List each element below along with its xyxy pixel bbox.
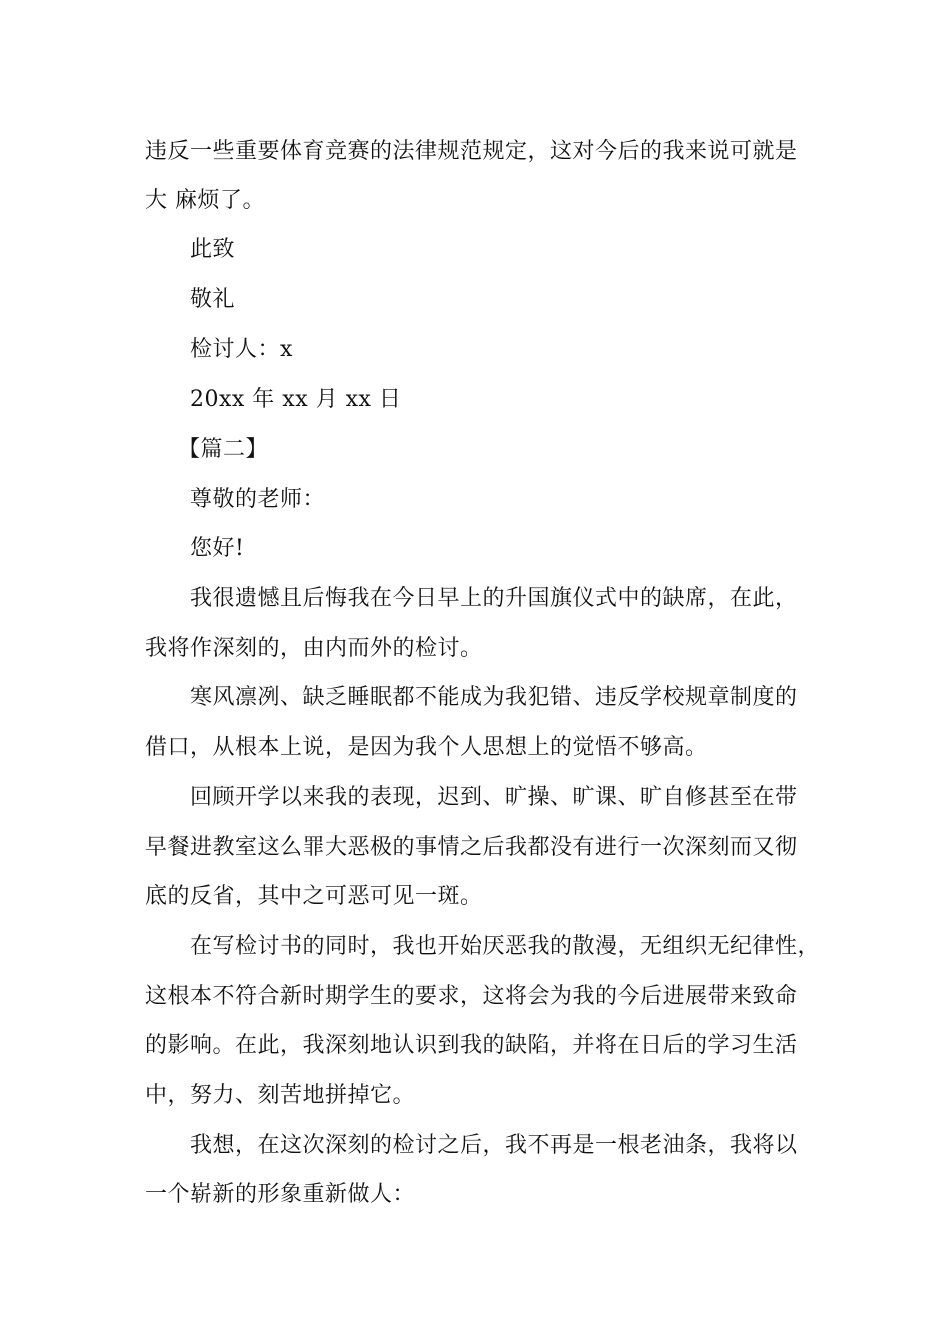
paragraph-line: 早餐进教室这么罪大恶极的事情之后我都没有进行一次深刻而又彻 — [145, 835, 798, 860]
paragraph-line: 在写检讨书的同时，我也开始厌恶我的散漫，无组织无纪律性， — [190, 934, 821, 959]
date-line: 20xx 年 xx 月 xx 日 — [190, 387, 402, 412]
paragraph-line: 寒风凛冽、缺乏睡眠都不能成为我犯错、违反学校规章制度的 — [190, 685, 798, 710]
text-line: 违反一些重要体育竞赛的法律规范规定，这对今后的我来说可就是 — [145, 139, 798, 164]
section-heading: 【篇二】 — [178, 437, 269, 462]
text-line: 大 麻烦了。 — [145, 188, 265, 213]
paragraph-line: 的影响。在此，我深刻地认识到我的缺陷，并将在日后的学习生活 — [145, 1033, 798, 1058]
signature-line: 检讨人：x — [190, 337, 293, 362]
greeting-hello: 您好! — [190, 536, 245, 561]
paragraph-line: 我将作深刻的，由内而外的检讨。 — [145, 636, 483, 661]
paragraph-line: 我想，在这次深刻的检讨之后，我不再是一根老油条，我将以 — [190, 1133, 798, 1158]
closing-regards: 敬礼 — [190, 287, 236, 312]
greeting: 尊敬的老师： — [190, 487, 326, 512]
paragraph-line: 一个崭新的形象重新做人： — [145, 1182, 416, 1207]
paragraph-line: 这根本不符合新时期学生的要求，这将会为我的今后进展带来致命 — [145, 984, 798, 1009]
paragraph-line: 中，努力、刻苦地拼掉它。 — [145, 1083, 416, 1108]
paragraph-line: 底的反省，其中之可恶可见一斑。 — [145, 884, 483, 909]
paragraph-line: 回顾开学以来我的表现，迟到、旷操、旷课、旷自修甚至在带 — [190, 785, 798, 810]
paragraph-line: 借口，从根本上说，是因为我个人思想上的觉悟不够高。 — [145, 735, 708, 760]
paragraph-line: 我很遗憾且后悔我在今日早上的升国旗仪式中的缺席，在此， — [190, 586, 798, 611]
closing-salutation: 此致 — [190, 237, 236, 262]
